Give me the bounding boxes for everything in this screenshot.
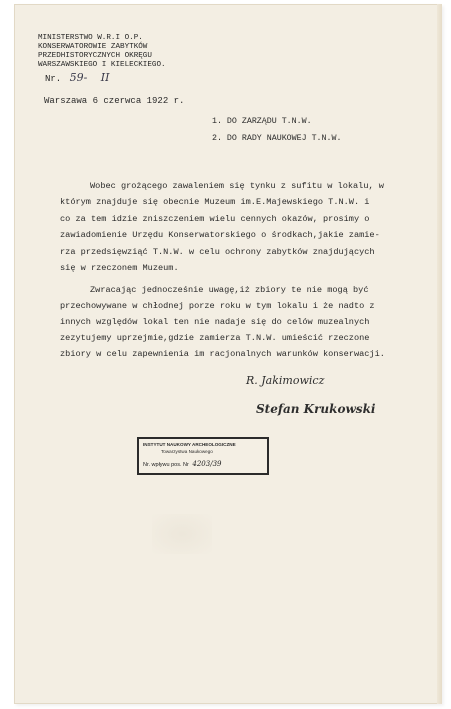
reference-number (45, 71, 109, 84)
stamp-line-1: INSTYTUT NAUKOWY ARCHEOLOGICZNE (143, 442, 236, 447)
body-line-3: co za tem idzie zniszczeniem wielu cennych okazów, prosimy o (60, 214, 370, 224)
letterhead-line-3: PRZEDHISTORYCZNYCH OKRĘGU (38, 52, 152, 60)
body-line-5: rza przedsięwziąć T.N.W. w celu ochrony zabytków znajdujących (60, 247, 375, 257)
archive-stamp (137, 437, 269, 475)
letterhead-line-1: MINISTERSTWO W.R.I O.P. (38, 34, 143, 42)
stamp-received-value: 4203/39 (192, 460, 222, 468)
document-sheet (14, 4, 442, 704)
signature-second: Stefan Krukowski (256, 402, 376, 416)
letterhead-line-4: WARSZAWSKIEGO I KIELECKIEGO. (38, 61, 166, 69)
letter-date: Warszawa 6 czerwca 1922 r. (44, 96, 185, 106)
body-line-11: zbiory w celu zapewnienia im racjonalnych warunków konserwacji. (60, 349, 385, 359)
signature-first: R. Jakimowicz (246, 374, 325, 387)
paper-smudge (152, 514, 212, 554)
stamp-received (143, 460, 221, 468)
recipient-2: 2. DO RADY NAUKOWEJ T.N.W. (212, 134, 342, 143)
body-line-2: którym znajduje się obecnie Muzeum im.E.Majewskiego T.N.W. i (60, 197, 370, 207)
body-line-7: Zwracając jednocześnie uwagę,iż zbiory te nie mogą być (90, 285, 369, 295)
letterhead-line-2: KONSERWATOROWIE ZABYTKÓW (38, 43, 148, 51)
reference-number-label: Nr. (45, 74, 62, 84)
body-line-1: Wobec grożącego zawaleniem się tynku z sufitu w lokalu, w (90, 181, 384, 191)
body-line-4: zawiadomienie Urzędu Konserwatorskiego o środkach,jakie zamie- (60, 230, 380, 240)
stamp-received-label: Nr. wpływu pos. Nr (143, 462, 189, 468)
body-line-10: zezytujemy uprzejmie,gdzie zamierza T.N.W. umieścić rzeczone (60, 333, 370, 343)
body-line-9: innych względów lokal ten nie nadaje się do celów muzealnych (60, 317, 370, 327)
stamp-line-2: Towarzystwa Naukowego (161, 449, 213, 454)
reference-number-value: 59- (69, 71, 88, 84)
recipient-1: 1. DO ZARZĄDU T.N.W. (212, 117, 312, 126)
body-line-8: przechowywane w chłodnej porze roku w tym lokalu i że nadto z (60, 301, 375, 311)
reference-number-suffix: II (100, 71, 110, 84)
body-line-6: się w rzeczonem Muzeum. (60, 263, 179, 273)
